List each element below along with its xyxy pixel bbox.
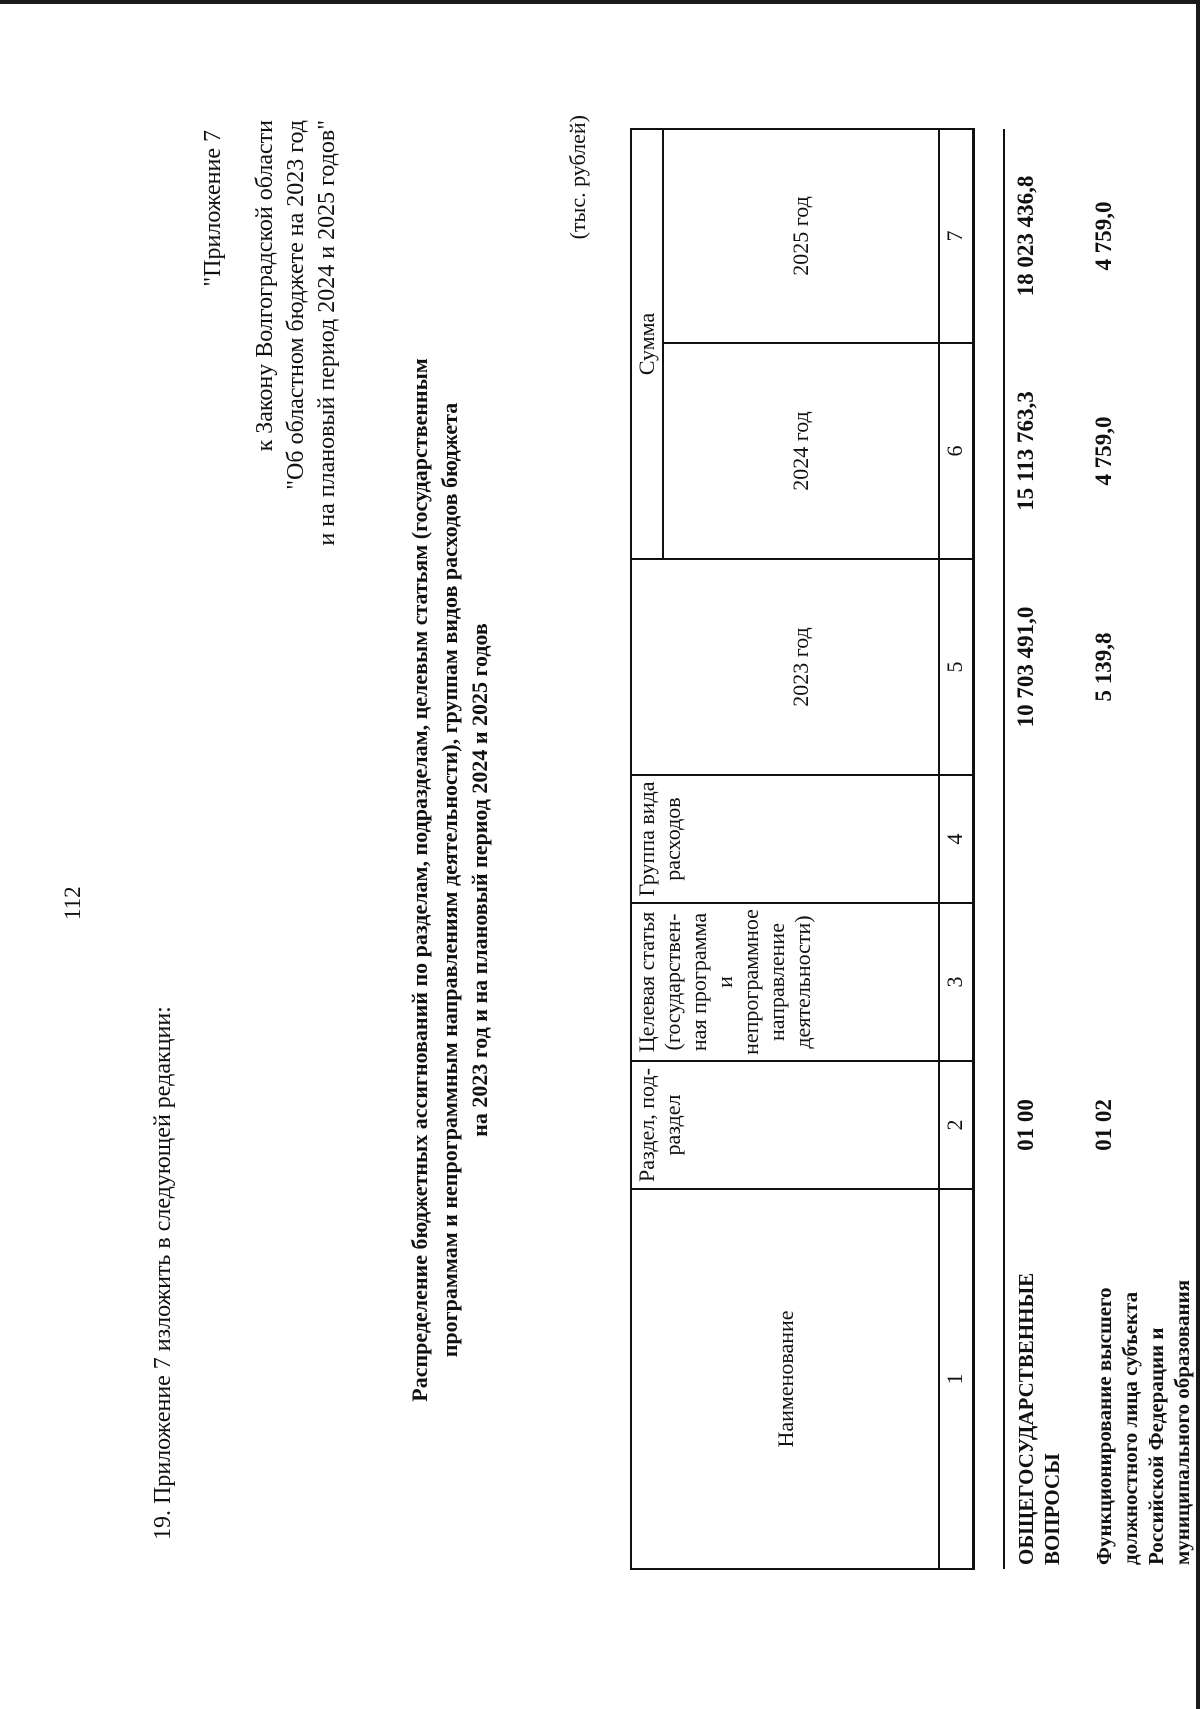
header-year-2023: 2023 год <box>663 559 939 775</box>
row-sum-2025: 18 023 436,8 <box>1013 175 1038 297</box>
law-reference-line: "Об областном бюджете на 2023 год <box>283 120 309 490</box>
header-sum-blank <box>631 559 663 775</box>
scan-border-top <box>0 0 1200 4</box>
column-number: 1 <box>939 1189 974 1569</box>
units-note: (тыс. рублей) <box>565 115 590 240</box>
row-group <box>1083 775 1200 903</box>
budget-table <box>630 128 1200 1570</box>
column-number: 6 <box>939 343 974 559</box>
header-row <box>631 129 663 1569</box>
table-row <box>1004 129 1083 1569</box>
amendment-intro: 19. Приложение 7 изложить в следующей редакции: <box>150 1006 176 1540</box>
row-name: Функционирование высшего должностного лица субъекта Российской Федерации и муниципального образования <box>1092 1279 1194 1565</box>
page-number: 112 <box>60 886 85 920</box>
title-line: на 2023 год и на плановый период 2024 и 2025 годов <box>467 623 492 1137</box>
title-line: Распределение бюджетных ассигнований по разделам, подразделам, целевым статьям (государственным <box>407 358 432 1402</box>
row-name: ОБЩЕГОСУДАРСТВЕННЫЕ ВОПРОСЫ <box>1014 1272 1064 1565</box>
rotated-document-page <box>0 100 1194 1630</box>
row-target <box>1083 903 1200 1061</box>
appendix-label: "Приложение 7 <box>200 130 226 287</box>
column-number: 7 <box>939 129 974 343</box>
column-number: 3 <box>939 903 974 1061</box>
header-group: Группа вида расходов <box>631 775 939 903</box>
law-reference-line: и на плановый период 2024 и 2025 годов" <box>314 120 340 546</box>
column-number-row <box>939 129 974 1569</box>
table-gap-row <box>974 129 1005 1569</box>
row-target <box>1004 903 1083 1061</box>
header-year-2025: 2025 год <box>663 129 939 343</box>
law-reference <box>250 120 343 700</box>
row-sum-2023: 5 139,8 <box>1091 632 1116 702</box>
header-name: Наименование <box>631 1189 939 1569</box>
header-target: Целевая статья (государствен- ная программа и непрограммное направление деятельности) <box>631 903 939 1061</box>
row-sum-2023: 10 703 491,0 <box>1013 606 1038 728</box>
document-title <box>405 270 495 1490</box>
header-sum: Сумма <box>631 129 663 559</box>
law-reference-line: к Закону Волгоградской области <box>252 120 278 452</box>
row-section: 01 00 <box>1013 1099 1038 1151</box>
table-row <box>1083 129 1200 1569</box>
header-year-2024: 2024 год <box>663 343 939 559</box>
title-line: программам и непрограммным направлениям деятельности), группам видов расходов бюджета <box>437 402 462 1358</box>
row-sum-2024: 4 759,0 <box>1091 416 1116 486</box>
column-number: 2 <box>939 1061 974 1189</box>
row-sum-2024: 15 113 763,3 <box>1013 391 1038 511</box>
row-sum-2025: 4 759,0 <box>1091 201 1116 271</box>
header-section: Раздел, под- раздел <box>631 1061 939 1189</box>
row-section: 01 02 <box>1091 1099 1116 1151</box>
column-number: 5 <box>939 559 974 775</box>
row-group <box>1004 775 1083 903</box>
column-number: 4 <box>939 775 974 903</box>
